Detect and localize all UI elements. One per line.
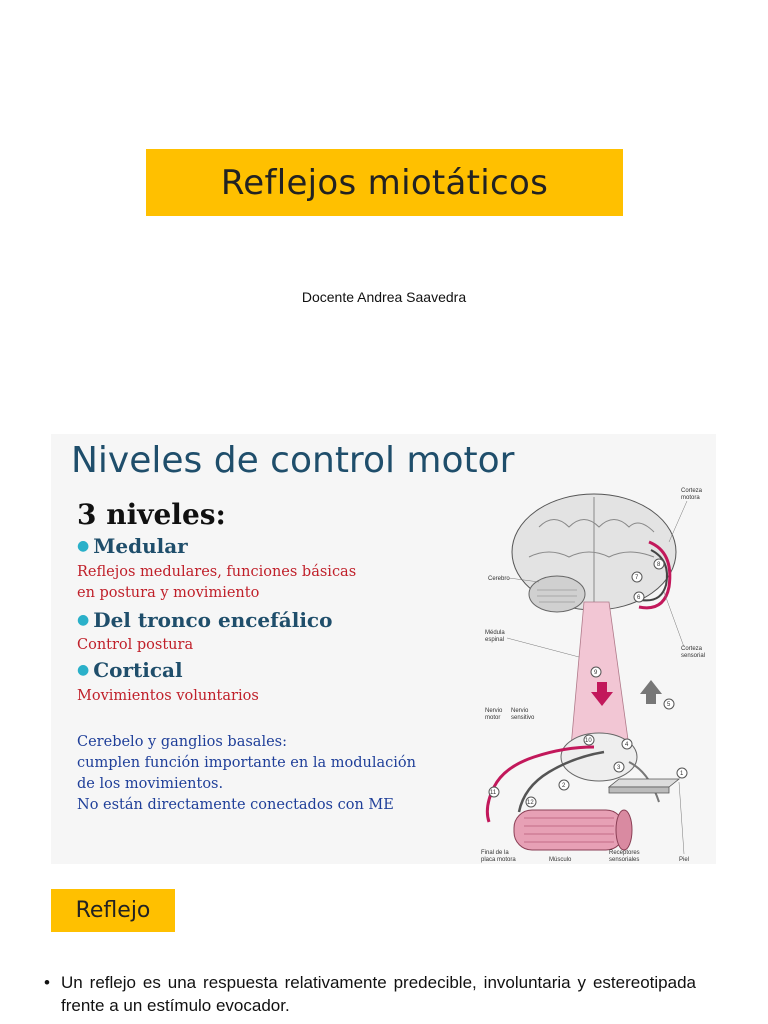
title-banner [146, 149, 623, 216]
label-corteza-motora-1: Corteza [681, 488, 703, 494]
level-cortical-desc: Movimientos voluntarios [77, 688, 259, 704]
brain-illustration [512, 494, 676, 612]
label-receptores-2: sensoriales [609, 857, 640, 863]
level-medular-desc-1: Reflejos medulares, funciones básicas [77, 564, 357, 580]
label-cerebro: Cerebro [488, 576, 510, 582]
badge-3: 3 [617, 765, 621, 771]
label-receptores-1: Receptores [609, 850, 640, 856]
level-medular-desc-2: en postura y movimiento [77, 585, 260, 601]
badge-4: 4 [625, 742, 629, 748]
label-medula-2: espinal [485, 637, 505, 643]
label-placa-1: Final de la [481, 850, 509, 856]
label-corteza-motora-2: motora [681, 495, 700, 501]
label-nervio-sensitivo-1: Nervio [511, 708, 529, 714]
section-title: Reflejo [75, 898, 151, 923]
bullet-dot-icon: ● [77, 538, 90, 554]
label-nervio-motor-1: Nervio [485, 708, 503, 714]
note-line-3: de los movimientos. [77, 776, 224, 792]
embedded-slide [51, 434, 716, 864]
label-placa-2: placa motora [481, 857, 516, 863]
level-cortical: ● Cortical [77, 658, 183, 682]
up-arrow-icon [640, 680, 662, 704]
bullet-dot-icon: ● [77, 662, 90, 678]
page-title: Reflejos miotáticos [220, 162, 549, 203]
badge-2: 2 [562, 783, 566, 789]
label-medula-1: Médula [485, 630, 505, 636]
definition-text: Un reflejo es una respuesta relativamente predecible, involuntaria y estereotipada frente a un estímulo evocador. [61, 973, 696, 1015]
level-tronco: ● Del tronco encefálico [77, 608, 333, 632]
levels-title: 3 niveles: [77, 498, 226, 531]
slide-heading: Niveles de control motor [71, 440, 515, 481]
definition-paragraph [44, 971, 696, 1017]
badge-1: 1 [680, 771, 684, 777]
level-tronco-desc: Control postura [77, 637, 194, 653]
badge-11: 11 [490, 790, 497, 796]
muscle-illustration [514, 810, 632, 850]
note-line-2: cumplen función importante en la modulación [77, 755, 416, 771]
label-corteza-sensorial-2: sensorial [681, 653, 706, 659]
motor-control-diagram [479, 482, 715, 864]
label-nervio-sensitivo-2: sensitivo [511, 715, 535, 721]
badge-6: 6 [637, 595, 641, 601]
label-piel: Piel [679, 857, 690, 863]
author-line: Docente Andrea Saavedra [301, 289, 467, 305]
section-banner [51, 889, 175, 932]
badge-10: 10 [585, 738, 592, 744]
label-musculo: Músculo [549, 857, 572, 863]
badge-5: 5 [667, 702, 671, 708]
note-line-4: No están directamente conectados con ME [77, 797, 394, 813]
note-line-1: Cerebelo y ganglios basales: [77, 734, 287, 750]
label-corteza-sensorial-1: Corteza [681, 646, 703, 652]
badge-8: 8 [657, 562, 661, 568]
bullet-icon: • [44, 973, 50, 992]
badge-12: 12 [527, 800, 534, 806]
badge-9: 9 [594, 670, 598, 676]
badge-7: 7 [635, 575, 639, 581]
bullet-dot-icon: ● [77, 612, 90, 628]
level-medular: ● Medular [77, 534, 188, 558]
label-nervio-motor-2: motor [485, 715, 501, 721]
skin-receptor-block [609, 779, 679, 793]
